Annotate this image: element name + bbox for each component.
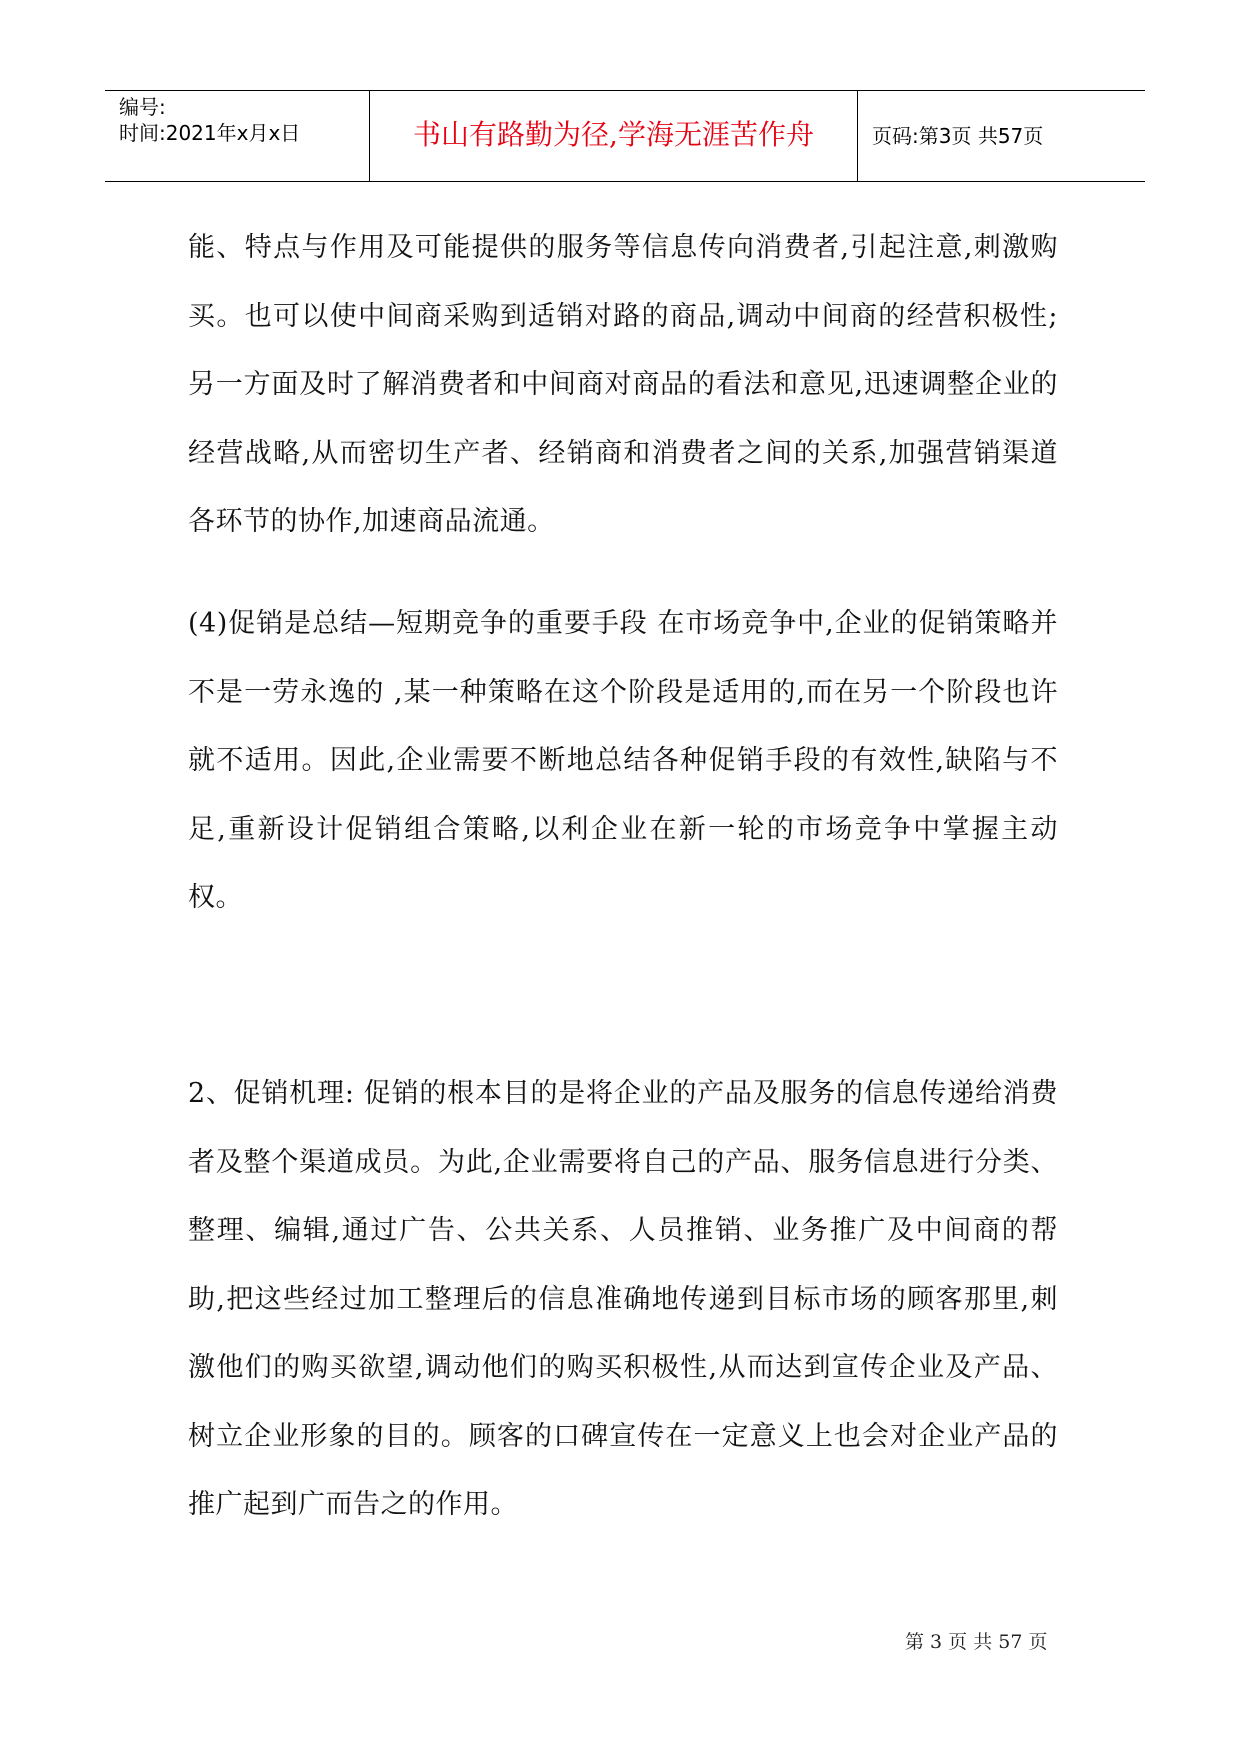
- header-motto-cell: [370, 91, 858, 181]
- header-page-cell: [858, 91, 1145, 181]
- body-paragraph-1: 能、特点与作用及可能提供的服务等信息传向消费者,引起注意,刺激购买。也可以使中间商采购到适销对路的商品,调动中间商的经营积极性;另一方面及时了解消费者和中间商对商品的看法和意见,迅速调整企业的经营战略,从而密切生产者、经销商和消费者之间的关系,加强营销渠道各环节的协作,加速商品流通。: [188, 232, 1058, 537]
- header-meta-cell: [105, 91, 370, 181]
- page-footer-number: 第 3 页 共 57 页: [905, 1631, 1048, 1653]
- document-time-label: 时间:2021年x月x日: [119, 121, 301, 145]
- body-paragraph-2: (4)促销是总结—短期竞争的重要手段 在市场竞争中,企业的促销策略并不是一劳永逸的 ,某一种策略在这个阶段是适用的,而在另一个阶段也许就不适用。因此,企业需要不断地总结各种促销手段的有效性,缺陷与不足,重新设计促销组合策略,以利企业在新一轮的市场竞争中掌握主动权。: [188, 608, 1058, 913]
- document-number-label: 编号:: [119, 95, 166, 119]
- header-page-number: 页码:第3页 共57页: [872, 124, 1044, 148]
- page-header: [105, 90, 1145, 182]
- body-paragraph-3: 2、促销机理: 促销的根本目的是将企业的产品及服务的信息传递给消费者及整个渠道成员。为此,企业需要将自己的产品、服务信息进行分类、整理、编辑,通过广告、公共关系、人员推销、业务推广及中间商的帮助,把这些经过加工整理后的信息准确地传递到目标市场的顾客那里,刺激他们的购买欲望,调动他们的购买积极性,从而达到宣传企业及产品、树立企业形象的目的。顾客的口碑宣传在一定意义上也会对企业产品的推广起到广而告之的作用。: [188, 1078, 1058, 1520]
- header-motto: 书山有路勤为径,学海无涯苦作舟: [413, 118, 814, 151]
